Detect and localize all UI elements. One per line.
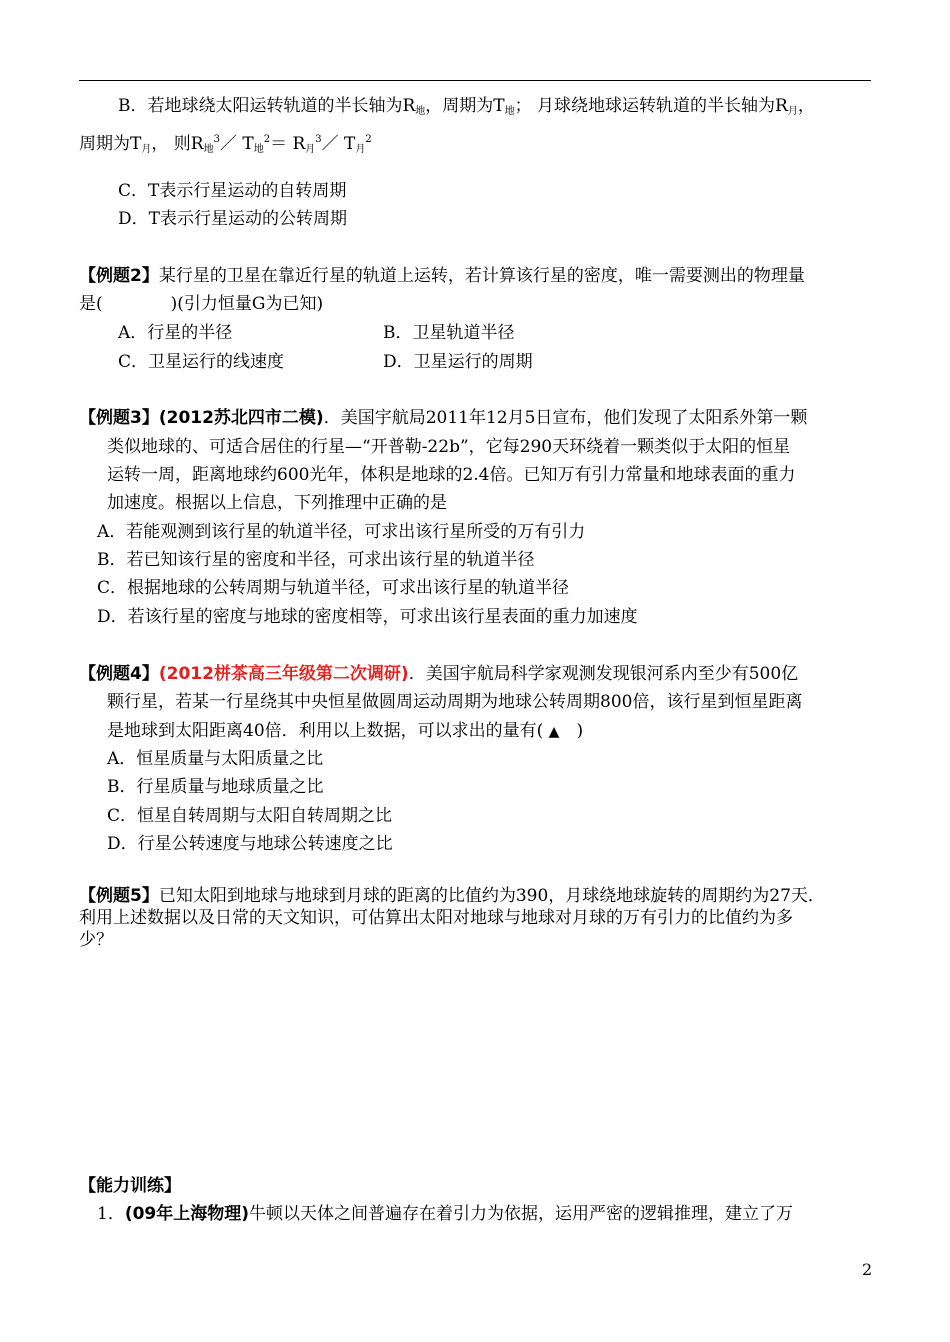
ex4-option-c: C．恒星自转周期与太阳自转周期之比 <box>107 806 393 826</box>
option-b-line1: B．若地球绕太阳运转轨道的半长轴为$R_地$，周期为$T_地$； 月球绕地球运转轨道的半长轴为$R_月$， <box>118 96 815 117</box>
ex2-option-a: A．行星的半径 <box>118 323 233 343</box>
option-d: D．T表示行星运动的公转周期 <box>118 209 347 229</box>
ex5-line3: 少？ <box>79 930 113 950</box>
ex3-option-d: D．若该行星的密度与地球的密度相等，可求出该行星表面的重力加速度 <box>97 607 638 627</box>
ex3-option-b: B．若已知该行星的密度和半径，可求出该行星的轨道半径 <box>97 550 535 570</box>
option-b-line2: 周期为$T_月$， 则$R_地^3/$ $T_地^2=$ $R_月^3/$ $T_月^2$ <box>79 134 372 155</box>
ex2-line1: 【例题2】某行星的卫星在靠近行星的轨道上运转，若计算该行星的密度，唯一需要测出的物理量 <box>79 266 805 286</box>
ex3-line3: 运转一周，距离地球约600光年，体积是地球的2.4倍。已知万有引力常量和地球表面的重力 <box>107 465 796 485</box>
page-number: 2 <box>862 1260 873 1279</box>
ex2-option-c: C．卫星运行的线速度 <box>118 352 285 372</box>
option-c: C．T表示行星运动的自转周期 <box>118 181 347 201</box>
triangle-icon: ▲ <box>548 724 560 740</box>
ex4-option-a: A．恒星质量与太阳质量之比 <box>107 749 324 769</box>
ex3-source: (2012苏北四市二模) <box>158 408 324 428</box>
ex3-option-a: A．若能观测到该行星的轨道半径，可求出该行星所受的万有引力 <box>97 522 586 542</box>
ex3-option-c: C．根据地球的公转周期与轨道半径，可求出该行星的轨道半径 <box>97 578 570 598</box>
ex3-line2: 类似地球的、可适合居住的行星—“开普勒-22b”，它每290天环绕着一颗类似于太阳的恒星 <box>107 437 791 457</box>
ex5-label: 【例题5】 <box>79 886 159 906</box>
ex4-line2: 颗行星，若某一行星绕其中央恒星做圆周运动周期为地球公转周期800倍，该行星到恒星距离 <box>107 692 803 712</box>
ex4-option-b: B．行星质量与地球质量之比 <box>107 777 324 797</box>
ex3-line1: 【例题3】(2012苏北四市二模)．美国宇航局2011年12月5日宣布，他们发现了太阳系外第一颗 <box>79 408 808 428</box>
ex4-option-d: D．行星公转速度与地球公转速度之比 <box>107 834 393 854</box>
ex4-source: (2012栟茶高三年级第二次调研) <box>158 664 409 684</box>
ex4-line3: 是地球到太阳距离40倍．利用以上数据，可以求出的量有( ▲ ) <box>107 721 584 741</box>
ex4-label: 【例题4】 <box>79 664 159 684</box>
training-heading: 【能力训练】 <box>79 1176 181 1196</box>
training-q1: 1．(09年上海物理)牛顿以天体之间普遍存在着引力为依据，运用严密的逻辑推理，建立了万 <box>97 1204 794 1224</box>
header-rule <box>79 80 871 81</box>
ex5-line2: 利用上述数据以及日常的天文知识，可估算出太阳对地球与地球对月球的万有引力的比值约为多 <box>79 908 793 928</box>
ex2-option-b: B．卫星轨道半径 <box>383 323 515 343</box>
ex2-label: 【例题2】 <box>79 266 159 286</box>
ex2-option-d: D．卫星运行的周期 <box>383 352 533 372</box>
ex5-line1: 【例题5】已知太阳到地球与地球到月球的距离的比值约为390，月球绕地球旋转的周期约为27天． <box>79 886 825 906</box>
ex4-line1: 【例题4】(2012栟茶高三年级第二次调研)．美国宇航局科学家观测发现银河系内至少有500亿 <box>79 664 799 684</box>
ex2-line2: 是( )(引力恒量G为已知) <box>79 294 324 314</box>
ex3-line4: 加速度。根据以上信息，下列推理中正确的是 <box>107 493 447 513</box>
training-q1-source: (09年上海物理) <box>124 1204 250 1224</box>
ex3-label: 【例题3】 <box>79 408 159 428</box>
